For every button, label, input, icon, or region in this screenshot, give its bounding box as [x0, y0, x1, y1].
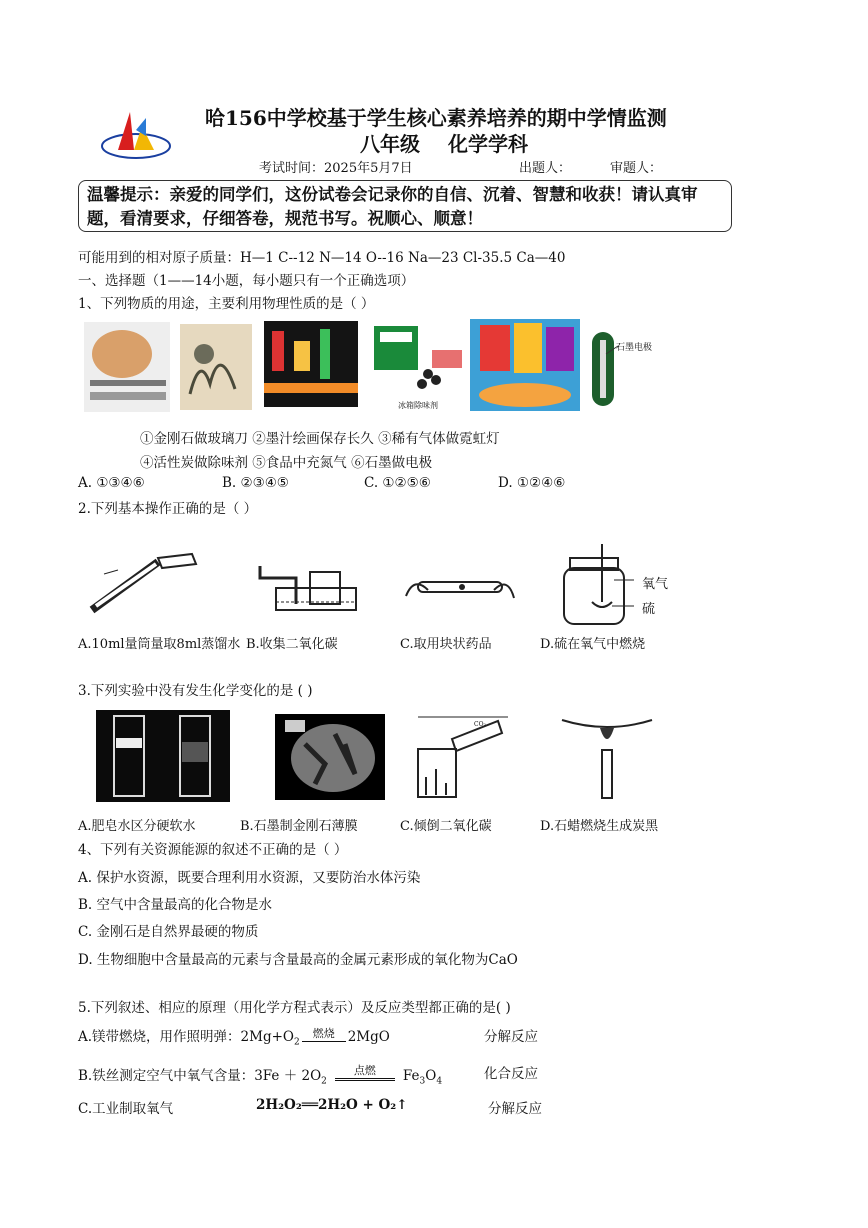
q5-c-equation: 2H₂O₂══2H₂O + O₂↑ [256, 1097, 408, 1113]
q1-option-b[interactable]: B. ②③④⑤ [222, 475, 289, 491]
q5-a-sub: 2 [293, 1037, 300, 1048]
q2-c-block-reagent-image [402, 572, 518, 622]
q5-option-b[interactable]: B.铁丝测定空气中氧气含量：$3Fe + 2O_2$点燃 $Fe_3O_4$ [78, 1064, 443, 1087]
q3-d-wax-soot-image [560, 714, 654, 800]
subject-label: 化学学科 [448, 132, 528, 156]
q1-graphite-electrode-image [588, 326, 653, 412]
q2-d-sulfur-burning-image [558, 544, 638, 626]
q2-caption-c[interactable]: C.取用块状药品 [400, 637, 492, 652]
q5-a-eq-right: 2MgO [347, 1029, 390, 1045]
reviewer-label: 审题人： [610, 161, 663, 176]
q1-snack-bags-image [470, 319, 580, 411]
exam-title: 哈156中学校基于学生核心素养培养的期中学情监测 [205, 106, 667, 130]
q5-stem: 5.下列叙述、相应的原理（用化学方程式表示）及反应类型都正确的是( ) [78, 1000, 511, 1016]
q5-b-condition: 点燃 [335, 1062, 395, 1081]
grade-label: 八年级 [360, 132, 420, 156]
q4-option-d[interactable]: D. 生物细胞中含量最高的元素与含量最高的金属元素形成的氧化物为CaO [78, 952, 518, 968]
q3-caption-d[interactable]: D.石蜡燃烧生成炭黑 [540, 819, 659, 834]
q5-b-sub3: 3 [419, 1076, 426, 1087]
graphite-caption: 石墨电极 [616, 343, 653, 353]
q5-b-type: 化合反应 [484, 1066, 538, 1082]
q5-a-eq-left: 2Mg+O [240, 1029, 294, 1045]
q2-stem: 2.下列基本操作正确的是（ ） [78, 501, 258, 517]
q1-neon-light-image [264, 321, 358, 407]
q4-option-b[interactable]: B. 空气中含量最高的化合物是水 [78, 897, 273, 913]
q1-items-row1: ①金刚石做玻璃刀 ②墨汁绘画保存长久 ③稀有气体做霓虹灯 [140, 431, 500, 447]
fridge-caption: 冰箱除味剂 [398, 401, 438, 410]
q5-b-eq-right: Fe [402, 1068, 420, 1084]
q1-ink-painting-image [180, 324, 252, 410]
q5-b-sub: 2 [321, 1076, 327, 1087]
q5-a-condition: 燃烧 [302, 1025, 346, 1042]
setter-label: 出题人： [519, 161, 572, 176]
q5-a-text: A.镁带燃烧，用作照明弹： [78, 1029, 241, 1045]
q3-c-pour-co2-image [412, 713, 508, 801]
co2-bottle-label: CO₂ [474, 721, 486, 728]
q2-b-collect-co2-image [256, 558, 358, 614]
q4-option-a[interactable]: A. 保护水资源，既要合理利用水资源，又要防治水体污染 [78, 870, 421, 886]
school-logo [100, 106, 172, 164]
q5-a-type: 分解反应 [484, 1029, 538, 1045]
q2-caption-b[interactable]: B.收集二氧化碳 [246, 637, 338, 652]
tip-box: 温馨提示：亲爱的同学们，这份试卷会记录你的自信、沉着、智慧和收获！请认真审题，看清要求，仔细答卷，规范书写。祝顺心、顺意！ [78, 180, 732, 232]
section-heading: 一、选择题（1——14小题，每小题只有一个正确选项） [78, 273, 415, 289]
q5-option-a[interactable] [78, 1025, 390, 1048]
q1-fridge-deodorant-image [370, 322, 466, 412]
atomic-masses: 可能用到的相对原子质量：H—1 C--12 N—14 O--16 Na—23 Cl-35.5 Ca—40 [78, 250, 566, 266]
q3-b-graphite-diamond-image [275, 714, 385, 800]
q2-caption-d[interactable]: D.硫在氧气中燃烧 [540, 637, 646, 652]
q2-oxygen-label: 氧气 [642, 577, 669, 592]
q5-c-type: 分解反应 [488, 1101, 542, 1117]
q2-a-graduated-cylinder-image [84, 548, 214, 616]
q3-stem: 3.下列实验中没有发生化学变化的是 ( ) [78, 683, 313, 699]
q3-caption-a[interactable]: A.肥皂水区分硬软水 [78, 819, 196, 834]
q1-items-row2: ④活性炭做除味剂 ⑤食品中充氮气 ⑥石墨做电极 [140, 455, 433, 471]
exam-subtitle [360, 128, 528, 157]
q2-sulfur-label: 硫 [642, 602, 656, 617]
q2-caption-a[interactable]: A.10ml量筒量取8ml蒸馏水 [78, 637, 241, 652]
q4-option-c[interactable]: C. 金刚石是自然界最硬的物质 [78, 924, 259, 940]
q1-stem: 1、下列物质的用途，主要利用物理性质的是（ ） [78, 296, 375, 312]
q1-glass-cutter-image [84, 322, 170, 412]
q1-option-c[interactable]: C. ①②⑤⑥ [364, 475, 431, 491]
q1-option-a[interactable]: A. ①③④⑥ [78, 475, 145, 491]
q4-stem: 4、下列有关资源能源的叙述不正确的是（ ） [78, 842, 348, 858]
q3-a-soap-water-image [96, 710, 230, 802]
q5-c-text[interactable]: C.工业制取氧气 [78, 1101, 174, 1117]
q5-b-sub4: 4 [436, 1076, 443, 1087]
q5-b-text: B.铁丝测定空气中氧气含量：3Fe ＋ 2O [78, 1068, 322, 1084]
q3-caption-b[interactable]: B.石墨制金刚石薄膜 [240, 819, 358, 834]
exam-time: 考试时间：2025年5月7日 [259, 161, 413, 176]
q3-caption-c[interactable]: C.倾倒二氧化碳 [400, 819, 492, 834]
q1-option-d[interactable]: D. ①②④⑥ [498, 475, 566, 491]
